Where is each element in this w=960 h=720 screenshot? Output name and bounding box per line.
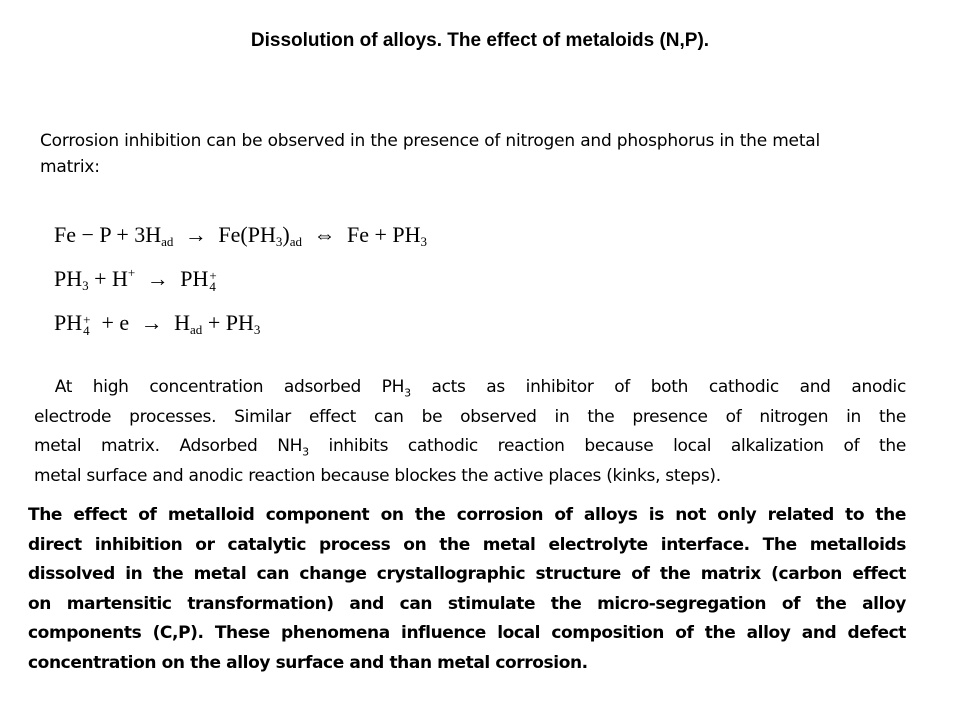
eq1-lhs: Fe − P + 3H	[54, 222, 162, 247]
eq2-rhs-supsub	[209, 267, 217, 294]
eq1-mid: Fe(PH	[218, 222, 276, 247]
metalloid-effect-paragraph	[28, 501, 906, 678]
eq1-rhs-sub: 3	[420, 234, 427, 249]
eq1-mid-close-sub: ad	[289, 234, 302, 249]
eq2-rhs-sub: 4	[209, 278, 216, 294]
para2-line-1b: acts as inhibitor of both cathodic and anodic	[410, 377, 907, 397]
para2-line-3b: inhibits cathodic reaction because local alkalization of the	[308, 436, 906, 456]
eq1-mid-sub: 3	[275, 234, 283, 249]
eq3-rhs2-sub: 3	[253, 322, 261, 337]
eq1-mid-close: )	[282, 222, 290, 247]
eq1-rhs: Fe + PH	[346, 222, 421, 247]
eq2-lhs: PH	[54, 266, 83, 291]
para3-line-2: direct inhibition or catalytic process on the metal electrolyte interface. The metalloids	[28, 534, 906, 555]
eq3-lhs-supsub	[83, 311, 91, 338]
eq3-arrow-right: →	[140, 310, 163, 335]
para2-line-3a: metal matrix. Adsorbed NH	[34, 436, 303, 456]
para2-line-2: electrode processes. Similar effect can be observed in the presence of nitrogen in the	[34, 406, 906, 427]
eq3-lhs-sub: 4	[83, 322, 90, 338]
para2-line-1a: At high concentration adsorbed PH	[54, 377, 405, 397]
eq2-rhs: PH	[180, 266, 209, 291]
equation-2	[54, 266, 217, 292]
eq2-rhs-sup: +	[209, 267, 217, 283]
eq1-lhs-sub: ad	[161, 234, 174, 249]
equation-1	[54, 222, 427, 248]
intro-paragraph: Corrosion inhibition can be observed in the presence of nitrogen and phosphorus in the metal matrix:	[40, 131, 821, 177]
eq3-plus: + e	[101, 310, 130, 335]
inhibition-paragraph	[34, 373, 906, 491]
para3-line-4: on martensitic transformation) and can stimulate the micro-segregation of the alloy	[28, 593, 906, 614]
eq3-rhs: H	[174, 310, 191, 335]
eq3-rhs-sub: ad	[190, 322, 203, 337]
eq2-plus-sup: +	[127, 265, 136, 280]
slide-title: Dissolution of alloys. The effect of metaloids (N,P).	[250, 30, 710, 51]
eq1-arrow-equilibrium: ⇔	[313, 222, 336, 247]
para2-line-3	[34, 432, 906, 462]
eq3-lhs-sup: +	[83, 311, 91, 327]
equation-3	[54, 310, 260, 336]
eq3-lhs: PH	[54, 310, 83, 335]
para3-line-1: The effect of metalloid component on the corrosion of alloys is not only related to the	[28, 505, 906, 525]
eq2-arrow-right: →	[146, 266, 169, 291]
para3-line-5: components (C,P). These phenomena influence local composition of the alloy and defect	[28, 623, 906, 643]
para2-line-1-sub: 3	[404, 386, 411, 400]
eq1-arrow-right: →	[184, 222, 207, 247]
eq3-rhs2: + PH	[207, 310, 254, 335]
para3-line-6: concentration on the alloy surface and than metal corrosion.	[28, 652, 588, 673]
eq2-plus: + H	[94, 266, 128, 291]
para2-line-3-sub: 3	[302, 445, 309, 459]
para3-line-3: dissolved in the metal can change crystallographic structure of the matrix (carbon effect	[28, 564, 906, 584]
para2-line-4: metal surface and anodic reaction because blockes the active places (kinks, steps).	[34, 465, 721, 486]
para2-line-1	[34, 373, 906, 403]
eq2-lhs-sub: 3	[82, 278, 89, 293]
